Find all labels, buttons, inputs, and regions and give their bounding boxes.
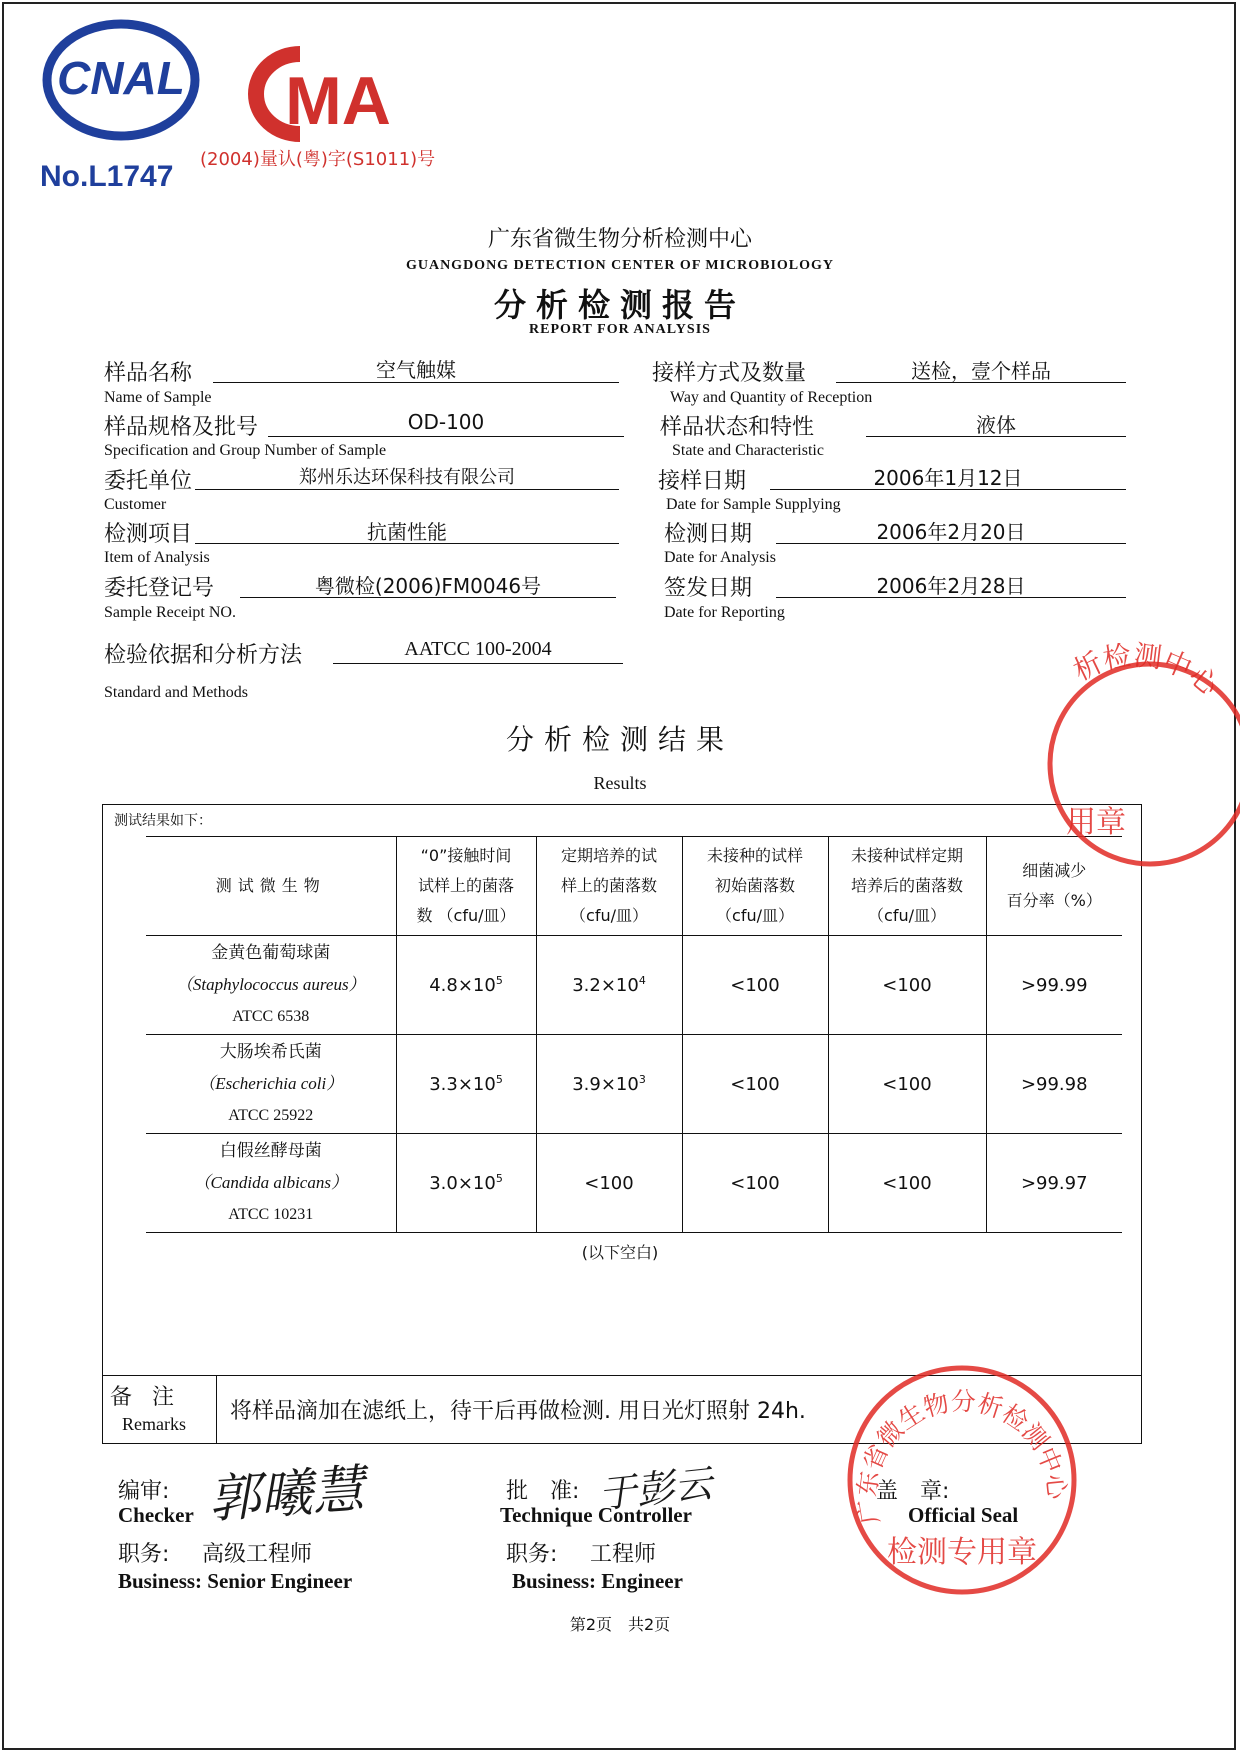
- table-header-row: [146, 837, 1122, 936]
- checker-title-value: 高级工程师: [202, 1542, 313, 1567]
- checker-label-en: Checker: [118, 1503, 194, 1527]
- count-base: 3.3×10: [429, 1074, 496, 1095]
- supply-date-label-en: Date for Sample Supplying: [666, 496, 841, 513]
- remarks-label-cn: 备注: [110, 1385, 195, 1410]
- reduction-percent: >99.99: [986, 936, 1122, 1035]
- cnal-logo: [32, 18, 210, 158]
- col-header-line: 培养后的菌落数: [850, 876, 963, 895]
- report-date-label-en: Date for Reporting: [664, 604, 785, 621]
- organism-name-sci: （Escherichia coli）: [198, 1074, 344, 1093]
- reception-label-en: Way and Quantity of Reception: [670, 389, 873, 406]
- standard-line: [333, 663, 623, 664]
- top-official-seal: [1000, 638, 1240, 876]
- organism-name-sci: （Candida albicans）: [193, 1173, 348, 1192]
- organism-atcc: ATCC 10231: [228, 1206, 314, 1223]
- seal-bottom-text: 用章: [1066, 805, 1126, 840]
- checker-title-label: 职务:: [118, 1542, 170, 1567]
- results-intro: 测试结果如下：: [114, 813, 212, 829]
- col-header-line: 初始菌落数: [714, 876, 795, 895]
- cma-logo-text: MA: [285, 63, 391, 139]
- svg-text:广东省微生物分析检测中心: [852, 1387, 1072, 1526]
- seal-arc-text: 广东省微生物分析检测中心: [852, 1386, 1072, 1527]
- cnal-number: No.L1747: [40, 160, 174, 193]
- standard-label-en: Standard and Methods: [104, 684, 248, 701]
- count-base: 3.2×10: [572, 975, 639, 996]
- organism-cell: [146, 1134, 396, 1233]
- organism-atcc: ATCC 6538: [232, 1008, 310, 1025]
- organism-atcc: ATCC 25922: [228, 1107, 314, 1124]
- customer-line: [195, 489, 619, 490]
- uninoc-initial-count: <100: [682, 1134, 828, 1233]
- results-title-en: Results: [593, 773, 647, 793]
- zero-contact-count: [396, 1035, 536, 1134]
- reduction-percent: >99.98: [986, 1035, 1122, 1134]
- col-header-line: （cfu/皿）: [570, 906, 648, 925]
- col-header-line: （cfu/皿）: [868, 906, 946, 925]
- cma-logo: [240, 48, 400, 140]
- item-label: 检测项目: [104, 522, 193, 547]
- sample-name-label: 样品名称: [104, 361, 193, 386]
- col-header-line: “0”接触时间: [420, 846, 512, 865]
- analysis-date-value: 2006年2月20日: [876, 520, 1026, 544]
- periodic-count: [536, 1134, 682, 1233]
- spec-value: OD-100: [407, 410, 485, 434]
- customer-value: 郑州乐达环保科技有限公司: [299, 467, 515, 488]
- standard-label: 检验依据和分析方法: [104, 643, 303, 668]
- remarks-vertical-divider: [216, 1375, 217, 1444]
- controller-title-label: 职务:: [506, 1542, 558, 1567]
- state-label-en: State and Characteristic: [672, 442, 824, 459]
- seal-label-cn: 盖 章:: [876, 1479, 950, 1504]
- col-header-line: 试样上的菌落: [417, 876, 514, 895]
- organism-name-cn: 白假丝酵母菌: [219, 1141, 322, 1161]
- seal-arc-text: 析检测中心: [1068, 638, 1226, 703]
- periodic-count: [536, 1035, 682, 1134]
- uninoc-after-count: <100: [828, 1134, 986, 1233]
- count-base: 3.9×10: [572, 1074, 639, 1095]
- sample-name-label-en: Name of Sample: [104, 389, 212, 406]
- count-exp: 5: [495, 1073, 503, 1086]
- uninoc-after-count: <100: [828, 936, 986, 1035]
- receipt-label-en: Sample Receipt NO.: [104, 604, 236, 621]
- report-title-en: REPORT FOR ANALYSIS: [529, 322, 711, 337]
- count-exp: 5: [495, 1172, 503, 1185]
- count-exp: 5: [495, 974, 503, 987]
- remarks-label-en: Remarks: [122, 1414, 186, 1434]
- reduction-percent: >99.97: [986, 1134, 1122, 1233]
- checker-business: Business: Senior Engineer: [118, 1569, 353, 1593]
- count-base: 4.8×10: [429, 975, 496, 996]
- col-header-periodic: [536, 837, 682, 936]
- controller-title-value: 工程师: [590, 1542, 657, 1567]
- item-value: 抗菌性能: [367, 520, 447, 544]
- col-header-organism-label: 测试微生物: [215, 876, 326, 895]
- col-header-uninoc-initial: [682, 837, 828, 936]
- spec-label: 样品规格及批号: [104, 415, 259, 440]
- col-header-line: 百分率（%）: [1006, 891, 1102, 910]
- analysis-date-label-en: Date for Analysis: [664, 549, 776, 566]
- spec-line: [268, 436, 624, 437]
- item-label-en: Item of Analysis: [104, 549, 210, 566]
- organism-name-cn: 大肠埃希氏菌: [219, 1042, 322, 1062]
- bottom-official-seal: [844, 1362, 1080, 1598]
- count-exp: 4: [638, 974, 646, 987]
- state-label: 样品状态和特性: [660, 415, 815, 440]
- state-value: 液体: [976, 413, 1016, 437]
- standard-value: AATCC 100-2004: [404, 638, 552, 660]
- controller-signature: 于彭云: [596, 1461, 715, 1517]
- blank-note: (以下空白): [581, 1243, 659, 1262]
- col-header-uninoc-after: [828, 837, 986, 936]
- supply-date-value: 2006年1月12日: [873, 466, 1023, 490]
- col-header-line: 未接种的试样: [706, 846, 803, 865]
- col-header-line: 细菌减少: [1022, 861, 1087, 880]
- zero-contact-count: [396, 1134, 536, 1233]
- report-title-cn: 分析检测报告: [493, 286, 746, 324]
- table-row: [146, 936, 1122, 1035]
- col-header-line: 未接种试样定期: [850, 846, 963, 865]
- supply-date-label: 接样日期: [658, 469, 747, 494]
- reception-label: 接样方式及数量: [652, 361, 807, 386]
- checker-label-cn: 编审:: [118, 1479, 170, 1504]
- checker-signature: 郭曦慧: [206, 1459, 367, 1531]
- center-name-cn: 广东省微生物分析检测中心: [487, 227, 752, 252]
- uninoc-initial-count: <100: [682, 936, 828, 1035]
- organism-name-sci: （Staphylococcus aureus）: [175, 975, 366, 994]
- center-name-en: GUANGDONG DETECTION CENTER OF MICROBIOLOGY: [405, 258, 835, 273]
- controller-label-en: Technique Controller: [500, 1503, 692, 1527]
- controller-label-cn: 批 准:: [506, 1479, 580, 1504]
- count-exp: 3: [638, 1073, 646, 1086]
- organism-name-cn: 金黄色葡萄球菌: [211, 943, 331, 963]
- col-header-line: （cfu/皿）: [716, 906, 794, 925]
- remarks-text: 将样品滴加在滤纸上，待干后再做检测. 用日光灯照射 24h.: [230, 1399, 806, 1424]
- zero-contact-count: [396, 936, 536, 1035]
- customer-label-en: Customer: [104, 496, 167, 513]
- seal-label-en: Official Seal: [908, 1503, 1019, 1527]
- receipt-label: 委托登记号: [104, 576, 215, 601]
- results-table: [146, 836, 1122, 1233]
- organism-cell: [146, 936, 396, 1035]
- col-header-line: 样上的菌落数: [560, 876, 657, 895]
- page-number: 第2页 共2页: [569, 1615, 671, 1634]
- organism-cell: [146, 1035, 396, 1134]
- analysis-date-label: 检测日期: [664, 522, 753, 547]
- col-header-organism: [146, 837, 396, 936]
- spec-label-en: Specification and Group Number of Sample: [104, 442, 387, 459]
- results-title-cn: 分析检测结果: [505, 723, 734, 756]
- cnal-logo-text: CNAL: [57, 52, 185, 104]
- seal-bottom-text: 检测专用章: [887, 1535, 1037, 1570]
- uninoc-initial-count: <100: [682, 1035, 828, 1134]
- customer-label: 委托单位: [104, 469, 193, 494]
- sample-name-value: 空气触媒: [376, 358, 456, 382]
- report-date-label: 签发日期: [664, 576, 753, 601]
- count-base: 3.0×10: [429, 1173, 496, 1194]
- count-base: <100: [584, 1173, 634, 1194]
- periodic-count: [536, 936, 682, 1035]
- report-date-value: 2006年2月28日: [876, 574, 1026, 598]
- uninoc-after-count: <100: [828, 1035, 986, 1134]
- col-header-line: 数 （cfu/皿）: [416, 906, 516, 925]
- col-header-zero-contact: [396, 837, 536, 936]
- cma-license: (2004)量认(粤)字(S1011)号: [200, 149, 436, 170]
- receipt-value: 粤微检(2006)FM0046号: [314, 574, 542, 598]
- reception-value: 送检，壹个样品: [911, 359, 1051, 383]
- controller-business: Business: Engineer: [512, 1569, 683, 1593]
- table-row: [146, 1134, 1122, 1233]
- col-header-line: 定期培养的试: [560, 846, 657, 865]
- table-row: [146, 1035, 1122, 1134]
